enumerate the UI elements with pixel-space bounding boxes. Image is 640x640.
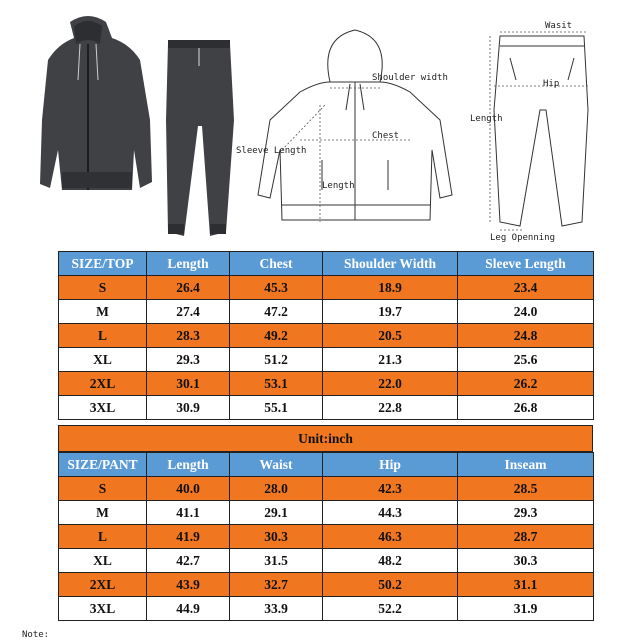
jacket-photo [40,16,152,190]
measurement-cell: 26.8 [458,396,594,420]
column-header: Length [147,453,230,477]
label-top-length: Length [322,181,355,191]
label-pant-length: Length [470,114,503,124]
size-cell: XL [59,348,147,372]
measurement-cell: 28.0 [230,477,323,501]
measurement-cell: 47.2 [230,300,323,324]
column-header: Chest [230,252,323,276]
table-header-row [59,453,594,477]
measurement-cell: 19.7 [323,300,458,324]
measurement-cell: 44.9 [147,597,230,621]
measurement-cell: 31.9 [458,597,594,621]
measurement-cell: 31.1 [458,573,594,597]
pants-line-drawing [494,36,588,226]
size-cell: L [59,525,147,549]
table-row [59,597,594,621]
column-header: SIZE/TOP [59,252,147,276]
pant-size-table [58,452,594,621]
measurement-cell: 22.8 [323,396,458,420]
measurement-cell: 21.3 [323,348,458,372]
measurement-cell: 27.4 [147,300,230,324]
table-row [59,477,594,501]
unit-label: Unit:inch [58,425,593,452]
measurement-cell: 23.4 [458,276,594,300]
measurement-cell: 18.9 [323,276,458,300]
size-cell: 2XL [59,372,147,396]
column-header: Hip [323,453,458,477]
label-hip: Hip [543,79,560,89]
measurement-cell: 53.1 [230,372,323,396]
measurement-cell: 46.3 [323,525,458,549]
measurement-cell: 29.3 [147,348,230,372]
measurement-cell: 30.9 [147,396,230,420]
pants-photo [166,40,234,236]
table-row [59,300,594,324]
measurement-cell: 49.2 [230,324,323,348]
column-header: Sleeve Length [458,252,594,276]
measurement-cell: 45.3 [230,276,323,300]
column-header: Waist [230,453,323,477]
measurement-cell: 30.1 [147,372,230,396]
measurement-cell: 29.3 [458,501,594,525]
garment-svg [0,0,640,248]
pants-measure-lines [490,32,590,230]
measurement-cell: 51.2 [230,348,323,372]
table-row [59,372,594,396]
measurement-cell: 55.1 [230,396,323,420]
column-header: Length [147,252,230,276]
measurement-cell: 30.3 [458,549,594,573]
measurement-cell: 43.9 [147,573,230,597]
table-row [59,324,594,348]
top-size-table [58,251,594,420]
table-row [59,501,594,525]
measurement-cell: 42.7 [147,549,230,573]
measurement-cell: 26.2 [458,372,594,396]
jacket-line-drawing [258,30,452,220]
size-cell: M [59,300,147,324]
measurement-cell: 33.9 [230,597,323,621]
measurement-cell: 41.1 [147,501,230,525]
column-header: Shoulder Width [323,252,458,276]
size-cell: L [59,324,147,348]
measurement-cell: 48.2 [323,549,458,573]
label-chest: Chest [372,131,400,141]
size-cell: 3XL [59,597,147,621]
size-cell: XL [59,549,147,573]
table-row [59,573,594,597]
table-row [59,276,594,300]
table-row [59,549,594,573]
table-header-row [59,252,594,276]
measurement-cell: 29.1 [230,501,323,525]
measurement-cell: 41.9 [147,525,230,549]
table-row [59,525,594,549]
size-cell: S [59,276,147,300]
measurement-cell: 32.7 [230,573,323,597]
size-cell: 3XL [59,396,147,420]
measurement-cell: 50.2 [323,573,458,597]
label-waist: Wasit [545,21,573,31]
measurement-cell: 40.0 [147,477,230,501]
measurement-cell: 22.0 [323,372,458,396]
measurement-cell: 28.3 [147,324,230,348]
size-cell: S [59,477,147,501]
garment-illustrations [0,0,640,248]
measurement-cell: 28.5 [458,477,594,501]
label-sleeve-length: Sleeve Length [236,146,307,156]
measurement-cell: 24.8 [458,324,594,348]
measurement-cell: 28.7 [458,525,594,549]
measurement-cell: 31.5 [230,549,323,573]
measurement-cell: 26.4 [147,276,230,300]
column-header: SIZE/PANT [59,453,147,477]
measurement-cell: 24.0 [458,300,594,324]
measurement-cell: 20.5 [323,324,458,348]
measurement-cell: 30.3 [230,525,323,549]
note-label: Note: [22,630,50,640]
table-row [59,396,594,420]
measurement-cell: 25.6 [458,348,594,372]
label-leg-opening: Leg Openning [490,233,556,243]
column-header: Inseam [458,453,594,477]
measurement-cell: 52.2 [323,597,458,621]
label-shoulder-width: Shoulder width [372,73,448,83]
size-cell: M [59,501,147,525]
measurement-cell: 42.3 [323,477,458,501]
size-cell: 2XL [59,573,147,597]
table-row [59,348,594,372]
measurement-cell: 44.3 [323,501,458,525]
